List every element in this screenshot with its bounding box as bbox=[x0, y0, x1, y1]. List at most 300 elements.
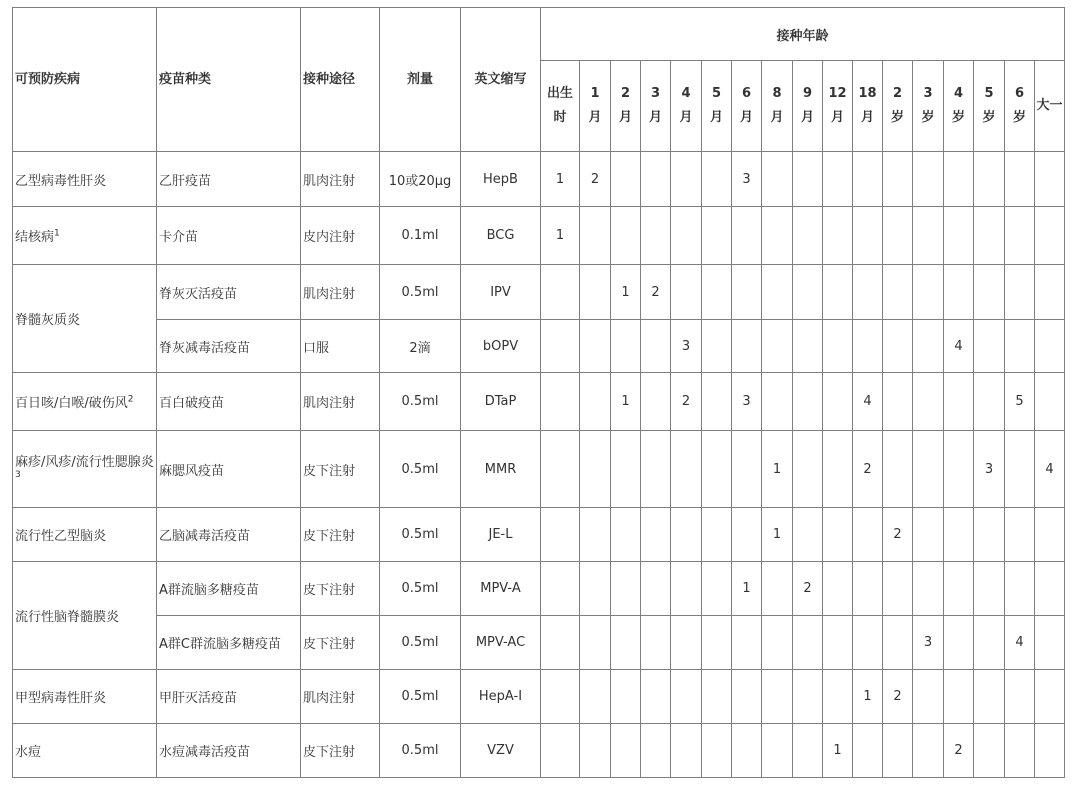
dose-number-cell bbox=[732, 616, 762, 670]
route-cell: 肌肉注射 bbox=[301, 373, 380, 431]
dose-number-cell bbox=[913, 207, 944, 265]
table-body bbox=[13, 152, 1065, 778]
dose-number-cell bbox=[580, 616, 611, 670]
dose-number-cell: 4 bbox=[944, 320, 974, 373]
dose-number-cell bbox=[541, 724, 580, 778]
disease-cell bbox=[13, 724, 157, 778]
dose-number-cell bbox=[823, 207, 853, 265]
dose-number-cell: 2 bbox=[883, 670, 913, 724]
dose-number-cell bbox=[702, 320, 732, 373]
vaccine-cell: 水痘减毒活疫苗 bbox=[157, 724, 301, 778]
dose-number-cell bbox=[793, 265, 823, 320]
dose-number-cell bbox=[823, 152, 853, 207]
header-age-part: 月 bbox=[860, 110, 874, 125]
header-age-4 bbox=[671, 61, 702, 152]
header-age-part: 月 bbox=[770, 110, 784, 125]
dose-number-cell bbox=[793, 616, 823, 670]
header-age-12 bbox=[913, 61, 944, 152]
dose-number-cell bbox=[974, 616, 1005, 670]
dose-number-cell bbox=[611, 152, 641, 207]
dose-number-cell bbox=[913, 320, 944, 373]
dose-number-cell: 2 bbox=[853, 431, 883, 508]
dose-number-cell: 2 bbox=[883, 508, 913, 562]
dose-number-cell bbox=[541, 265, 580, 320]
dose-number-cell bbox=[671, 670, 702, 724]
dose-number-cell bbox=[762, 670, 793, 724]
dose-number-cell bbox=[580, 724, 611, 778]
header-age-group: 接种年龄 bbox=[541, 8, 1065, 61]
dose-number-cell bbox=[641, 562, 671, 616]
dose-number-cell bbox=[580, 265, 611, 320]
header-vaccine: 疫苗种类 bbox=[157, 8, 301, 152]
dose-number-cell: 5 bbox=[1005, 373, 1035, 431]
dose-number-cell bbox=[853, 152, 883, 207]
table-row bbox=[13, 670, 1065, 724]
header-age-part: 3 bbox=[650, 86, 661, 101]
disease-cell bbox=[13, 508, 157, 562]
disease-name: 乙型病毒性肝炎 bbox=[15, 173, 107, 189]
dose-number-cell bbox=[732, 207, 762, 265]
dose-number-cell bbox=[762, 320, 793, 373]
dose-number-cell: 1 bbox=[611, 373, 641, 431]
dose-cell: 0.1ml bbox=[380, 207, 461, 265]
dose-number-cell bbox=[732, 670, 762, 724]
route-cell: 肌肉注射 bbox=[301, 670, 380, 724]
dose-number-cell bbox=[823, 616, 853, 670]
dose-number-cell bbox=[823, 373, 853, 431]
dose-number-cell bbox=[671, 616, 702, 670]
table-row bbox=[13, 320, 1065, 373]
footnote-marker: 3 bbox=[15, 470, 21, 481]
dose-number-cell bbox=[913, 265, 944, 320]
dose-number-cell: 3 bbox=[671, 320, 702, 373]
dose-number-cell bbox=[580, 562, 611, 616]
header-age-part: 6 bbox=[1014, 86, 1025, 101]
vaccine-cell: A群C群流脑多糖疫苗 bbox=[157, 616, 301, 670]
dose-number-cell: 1 bbox=[762, 508, 793, 562]
dose-number-cell bbox=[1035, 616, 1065, 670]
dose-number-cell bbox=[883, 152, 913, 207]
dose-number-cell bbox=[823, 562, 853, 616]
disease-name: 结核病 bbox=[15, 230, 55, 245]
dose-number-cell bbox=[853, 508, 883, 562]
dose-number-cell bbox=[913, 562, 944, 616]
dose-number-cell bbox=[944, 207, 974, 265]
abbr-cell: IPV bbox=[461, 265, 541, 320]
dose-number-cell bbox=[1005, 724, 1035, 778]
header-age-part: 月 bbox=[800, 110, 814, 125]
dose-number-cell bbox=[702, 562, 732, 616]
disease-cell bbox=[13, 562, 157, 670]
dose-number-cell bbox=[1005, 152, 1035, 207]
dose-number-cell bbox=[823, 508, 853, 562]
table-row bbox=[13, 431, 1065, 508]
dose-number-cell bbox=[853, 724, 883, 778]
dose-number-cell bbox=[1005, 265, 1035, 320]
table-row bbox=[13, 265, 1065, 320]
dose-number-cell bbox=[641, 320, 671, 373]
header-abbr: 英文缩写 bbox=[461, 8, 541, 152]
route-cell: 皮下注射 bbox=[301, 724, 380, 778]
vaccine-cell: 乙脑减毒活疫苗 bbox=[157, 508, 301, 562]
disease-name: 百日咳/白喉/破伤风 bbox=[15, 396, 128, 411]
vaccine-cell: 卡介苗 bbox=[157, 207, 301, 265]
dose-number-cell bbox=[541, 616, 580, 670]
dose-number-cell bbox=[944, 431, 974, 508]
dose-number-cell bbox=[913, 724, 944, 778]
disease-cell bbox=[13, 265, 157, 373]
header-age-part: 月 bbox=[679, 110, 693, 125]
dose-number-cell bbox=[611, 724, 641, 778]
dose-number-cell bbox=[641, 207, 671, 265]
disease-cell bbox=[13, 373, 157, 431]
route-cell: 肌肉注射 bbox=[301, 265, 380, 320]
header-age-part: 月 bbox=[709, 110, 723, 125]
abbr-cell: BCG bbox=[461, 207, 541, 265]
dose-number-cell bbox=[823, 431, 853, 508]
header-age-part: 月 bbox=[618, 110, 632, 125]
dose-number-cell bbox=[732, 265, 762, 320]
dose-number-cell: 2 bbox=[793, 562, 823, 616]
dose-number-cell bbox=[762, 562, 793, 616]
dose-number-cell bbox=[732, 724, 762, 778]
dose-number-cell bbox=[611, 431, 641, 508]
dose-number-cell bbox=[974, 670, 1005, 724]
header-age-2 bbox=[611, 61, 641, 152]
dose-number-cell bbox=[793, 320, 823, 373]
dose-number-cell: 4 bbox=[1035, 431, 1065, 508]
header-age-14 bbox=[974, 61, 1005, 152]
dose-number-cell bbox=[974, 373, 1005, 431]
dose-number-cell bbox=[944, 152, 974, 207]
dose-number-cell bbox=[762, 265, 793, 320]
dose-number-cell bbox=[974, 265, 1005, 320]
dose-number-cell bbox=[762, 373, 793, 431]
table-row bbox=[13, 207, 1065, 265]
dose-number-cell bbox=[974, 320, 1005, 373]
dose-number-cell bbox=[944, 265, 974, 320]
route-cell: 皮下注射 bbox=[301, 431, 380, 508]
header-age-part: 3 bbox=[923, 86, 933, 101]
dose-number-cell bbox=[702, 265, 732, 320]
header-age-part: 出生 bbox=[546, 86, 573, 101]
header-age-part: 2 bbox=[892, 86, 903, 101]
header-age-6 bbox=[732, 61, 762, 152]
dose-number-cell bbox=[671, 265, 702, 320]
dose-number-cell bbox=[853, 320, 883, 373]
header-age-part: 岁 bbox=[1012, 110, 1026, 125]
dose-number-cell bbox=[883, 265, 913, 320]
dose-number-cell bbox=[702, 373, 732, 431]
dose-number-cell bbox=[1005, 431, 1035, 508]
dose-number-cell bbox=[541, 562, 580, 616]
header-age-part: 时 bbox=[553, 110, 567, 125]
dose-number-cell bbox=[913, 152, 944, 207]
abbr-cell: VZV bbox=[461, 724, 541, 778]
header-age-part: 月 bbox=[739, 110, 753, 125]
header-age-9 bbox=[823, 61, 853, 152]
dose-number-cell bbox=[702, 431, 732, 508]
dose-number-cell: 3 bbox=[732, 373, 762, 431]
header-age-7 bbox=[762, 61, 793, 152]
dose-number-cell bbox=[611, 320, 641, 373]
dose-number-cell bbox=[1035, 320, 1065, 373]
dose-number-cell bbox=[702, 152, 732, 207]
dose-number-cell bbox=[793, 152, 823, 207]
dose-number-cell bbox=[974, 508, 1005, 562]
dose-number-cell bbox=[732, 431, 762, 508]
header-age-part: 岁 bbox=[921, 110, 935, 125]
dose-number-cell bbox=[883, 562, 913, 616]
dose-number-cell bbox=[1005, 320, 1035, 373]
dose-number-cell bbox=[611, 508, 641, 562]
dose-number-cell bbox=[762, 724, 793, 778]
dose-number-cell bbox=[580, 670, 611, 724]
vaccine-cell: 甲肝灭活疫苗 bbox=[157, 670, 301, 724]
header-age-part: 月 bbox=[830, 110, 844, 125]
dose-number-cell: 2 bbox=[671, 373, 702, 431]
dose-number-cell bbox=[913, 373, 944, 431]
route-cell: 口服 bbox=[301, 320, 380, 373]
dose-number-cell: 2 bbox=[641, 265, 671, 320]
dose-number-cell bbox=[974, 152, 1005, 207]
dose-number-cell bbox=[732, 508, 762, 562]
table-row bbox=[13, 616, 1065, 670]
dose-number-cell bbox=[702, 670, 732, 724]
header-age-part: 1 bbox=[590, 86, 600, 101]
dose-number-cell bbox=[883, 724, 913, 778]
dose-number-cell bbox=[671, 562, 702, 616]
dose-cell: 0.5ml bbox=[380, 724, 461, 778]
dose-cell: 2滴 bbox=[380, 320, 461, 373]
dose-number-cell bbox=[913, 431, 944, 508]
dose-number-cell bbox=[793, 724, 823, 778]
dose-number-cell: 1 bbox=[732, 562, 762, 616]
abbr-cell: DTaP bbox=[461, 373, 541, 431]
route-cell: 皮下注射 bbox=[301, 508, 380, 562]
dose-number-cell bbox=[944, 670, 974, 724]
header-age-part: 18 bbox=[858, 86, 877, 101]
vaccine-cell: 脊灰灭活疫苗 bbox=[157, 265, 301, 320]
dose-number-cell: 3 bbox=[974, 431, 1005, 508]
header-age-part: 岁 bbox=[951, 110, 965, 125]
header-age-5 bbox=[702, 61, 732, 152]
dose-number-cell bbox=[793, 373, 823, 431]
dose-number-cell bbox=[823, 265, 853, 320]
header-age-part: 6 bbox=[741, 86, 752, 101]
dose-number-cell: 4 bbox=[1005, 616, 1035, 670]
header-age-16 bbox=[1035, 61, 1065, 152]
dose-number-cell bbox=[580, 431, 611, 508]
dose-number-cell bbox=[541, 670, 580, 724]
abbr-cell: MPV-AC bbox=[461, 616, 541, 670]
dose-number-cell bbox=[793, 207, 823, 265]
dose-number-cell bbox=[702, 724, 732, 778]
dose-number-cell bbox=[1035, 508, 1065, 562]
header-age-1 bbox=[580, 61, 611, 152]
dose-number-cell bbox=[580, 320, 611, 373]
header-age-part: 月 bbox=[588, 110, 602, 125]
dose-number-cell bbox=[541, 320, 580, 373]
dose-number-cell bbox=[883, 431, 913, 508]
dose-number-cell bbox=[1005, 508, 1035, 562]
dose-number-cell bbox=[541, 431, 580, 508]
route-cell: 皮下注射 bbox=[301, 562, 380, 616]
dose-number-cell bbox=[762, 207, 793, 265]
dose-number-cell bbox=[580, 207, 611, 265]
header-age-15 bbox=[1005, 61, 1035, 152]
dose-number-cell bbox=[883, 616, 913, 670]
dose-number-cell bbox=[974, 562, 1005, 616]
dose-cell: 10或20μg bbox=[380, 152, 461, 207]
dose-number-cell bbox=[671, 508, 702, 562]
dose-number-cell bbox=[944, 373, 974, 431]
dose-number-cell bbox=[641, 373, 671, 431]
dose-number-cell bbox=[611, 616, 641, 670]
header-age-3 bbox=[641, 61, 671, 152]
header-age-part: 2 bbox=[620, 86, 631, 101]
dose-number-cell bbox=[853, 562, 883, 616]
dose-number-cell bbox=[1005, 207, 1035, 265]
dose-number-cell bbox=[580, 373, 611, 431]
header-age-11 bbox=[883, 61, 913, 152]
dose-number-cell bbox=[974, 724, 1005, 778]
disease-name: 脊髓灰质炎 bbox=[15, 313, 81, 328]
dose-number-cell bbox=[671, 207, 702, 265]
dose-number-cell bbox=[641, 670, 671, 724]
disease-name: 流行性乙型脑炎 bbox=[15, 529, 107, 544]
dose-cell: 0.5ml bbox=[380, 508, 461, 562]
header-age-13 bbox=[944, 61, 974, 152]
dose-cell: 0.5ml bbox=[380, 562, 461, 616]
dose-number-cell: 1 bbox=[541, 152, 580, 207]
header-route: 接种途径 bbox=[301, 8, 380, 152]
dose-number-cell bbox=[883, 320, 913, 373]
dose-number-cell bbox=[702, 207, 732, 265]
abbr-cell: MPV-A bbox=[461, 562, 541, 616]
dose-number-cell bbox=[641, 508, 671, 562]
header-age-part: 4 bbox=[953, 86, 964, 101]
disease-cell bbox=[13, 152, 157, 207]
header-age-part: 月 bbox=[648, 110, 662, 125]
dose-number-cell bbox=[641, 616, 671, 670]
dose-number-cell bbox=[853, 207, 883, 265]
dose-number-cell bbox=[580, 508, 611, 562]
dose-number-cell: 1 bbox=[611, 265, 641, 320]
vaccine-schedule-table bbox=[12, 7, 1065, 778]
header-age-part: 4 bbox=[681, 86, 691, 101]
dose-number-cell bbox=[762, 616, 793, 670]
header-age-8 bbox=[793, 61, 823, 152]
header-age-part: 岁 bbox=[982, 110, 996, 125]
dose-number-cell bbox=[611, 670, 641, 724]
vaccine-cell: A群流脑多糖疫苗 bbox=[157, 562, 301, 616]
dose-number-cell bbox=[1005, 670, 1035, 724]
dose-number-cell bbox=[944, 562, 974, 616]
dose-number-cell bbox=[1035, 265, 1065, 320]
header-age-part: 5 bbox=[984, 86, 994, 101]
dose-number-cell bbox=[671, 431, 702, 508]
abbr-cell: HepA-I bbox=[461, 670, 541, 724]
header-age-0 bbox=[541, 61, 580, 152]
dose-number-cell bbox=[1035, 562, 1065, 616]
table-row bbox=[13, 152, 1065, 207]
header-age-part: 9 bbox=[802, 86, 813, 101]
header-disease: 可预防疾病 bbox=[13, 8, 157, 152]
dose-number-cell: 2 bbox=[944, 724, 974, 778]
disease-cell bbox=[13, 207, 157, 265]
dose-number-cell: 2 bbox=[580, 152, 611, 207]
footnote-marker: 2 bbox=[127, 394, 134, 405]
dose-number-cell bbox=[853, 265, 883, 320]
vaccine-cell: 脊灰减毒活疫苗 bbox=[157, 320, 301, 373]
dose-number-cell bbox=[913, 670, 944, 724]
disease-name: 水痘 bbox=[15, 745, 42, 760]
table-row bbox=[13, 508, 1065, 562]
dose-cell: 0.5ml bbox=[380, 431, 461, 508]
dose-number-cell bbox=[702, 508, 732, 562]
dose-number-cell bbox=[541, 508, 580, 562]
dose-number-cell: 1 bbox=[853, 670, 883, 724]
dose-number-cell bbox=[944, 616, 974, 670]
vaccine-cell: 麻腮风疫苗 bbox=[157, 431, 301, 508]
header-age-10 bbox=[853, 61, 883, 152]
dose-number-cell bbox=[793, 508, 823, 562]
dose-number-cell bbox=[641, 724, 671, 778]
table-row bbox=[13, 373, 1065, 431]
dose-number-cell: 4 bbox=[853, 373, 883, 431]
dose-cell: 0.5ml bbox=[380, 616, 461, 670]
dose-number-cell bbox=[883, 373, 913, 431]
header-age-part: 岁 bbox=[890, 110, 904, 125]
dose-number-cell bbox=[1035, 207, 1065, 265]
dose-number-cell bbox=[913, 508, 944, 562]
abbr-cell: MMR bbox=[461, 431, 541, 508]
dose-number-cell bbox=[883, 207, 913, 265]
abbr-cell: JE-L bbox=[461, 508, 541, 562]
dose-number-cell bbox=[1035, 670, 1065, 724]
dose-number-cell bbox=[611, 207, 641, 265]
dose-number-cell bbox=[671, 724, 702, 778]
dose-number-cell bbox=[732, 320, 762, 373]
dose-number-cell bbox=[1005, 562, 1035, 616]
disease-name: 流行性脑脊髓膜炎 bbox=[15, 610, 120, 625]
dose-number-cell bbox=[793, 431, 823, 508]
dose-number-cell: 3 bbox=[732, 152, 762, 207]
dose-number-cell bbox=[611, 562, 641, 616]
dose-number-cell bbox=[641, 152, 671, 207]
dose-number-cell bbox=[853, 616, 883, 670]
dose-number-cell bbox=[1035, 373, 1065, 431]
header-row-top bbox=[13, 8, 1065, 61]
dose-number-cell bbox=[944, 508, 974, 562]
disease-name: 甲型病毒性肝炎 bbox=[15, 691, 107, 706]
dose-number-cell bbox=[974, 207, 1005, 265]
header-age-part: 8 bbox=[772, 86, 782, 101]
disease-name: 麻疹/风疹/流行性腮腺炎 bbox=[15, 455, 154, 471]
dose-number-cell bbox=[541, 373, 580, 431]
dose-number-cell: 3 bbox=[913, 616, 944, 670]
route-cell: 肌肉注射 bbox=[301, 152, 380, 207]
abbr-cell: HepB bbox=[461, 152, 541, 207]
header-age-part: 5 bbox=[711, 86, 722, 101]
dose-number-cell: 1 bbox=[762, 431, 793, 508]
header-age-part: 12 bbox=[828, 86, 847, 101]
table-row bbox=[13, 562, 1065, 616]
route-cell: 皮内注射 bbox=[301, 207, 380, 265]
abbr-cell: bOPV bbox=[461, 320, 541, 373]
dose-number-cell bbox=[823, 320, 853, 373]
